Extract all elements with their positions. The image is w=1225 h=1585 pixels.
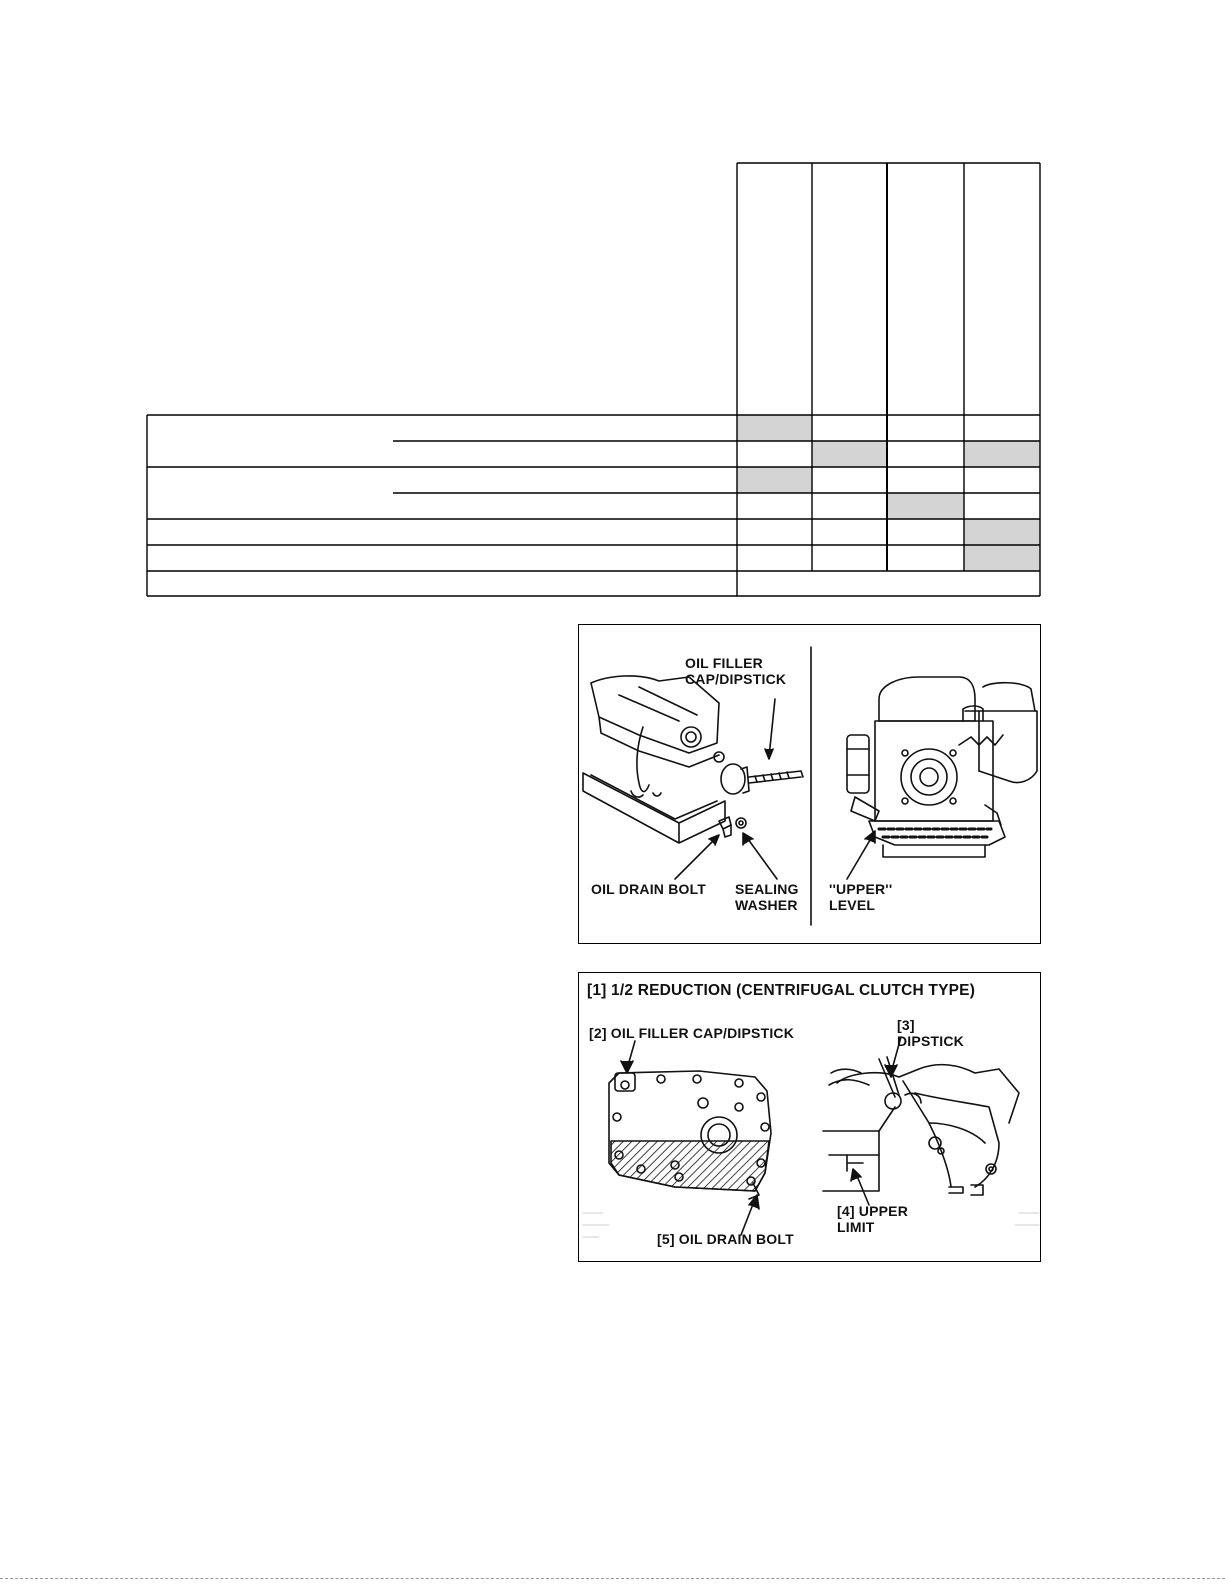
- callout-dipstick: [3] DIPSTICK: [897, 1017, 964, 1049]
- shaded-cell: [887, 493, 964, 519]
- callout-oil-filler-cap-2: [2] OIL FILLER CAP/DIPSTICK: [589, 1025, 795, 1041]
- engine-base: [883, 845, 985, 857]
- callout-oil-drain-bolt-2: [5] OIL DRAIN BOLT: [657, 1231, 794, 1247]
- oil-sump: [869, 821, 1005, 845]
- shaded-cell: [964, 519, 1040, 545]
- callout-upper-level: ''UPPER'' LEVEL: [829, 881, 893, 913]
- muffler: [847, 735, 869, 793]
- dipstick: [879, 1057, 899, 1097]
- oil-level-hatch: [611, 1141, 769, 1191]
- shaded-cell: [964, 441, 1040, 467]
- reduction-case-illustration: [579, 973, 1042, 1263]
- sealing-washer: [736, 818, 746, 828]
- dipstick-detail-box: [823, 1131, 879, 1191]
- shaded-cell: [812, 441, 887, 467]
- filler-hole: [681, 727, 701, 747]
- engine-block: [875, 721, 993, 821]
- callout-upper-limit: [4] UPPER LIMIT: [837, 1203, 909, 1235]
- engine-crankcase: [915, 1093, 999, 1187]
- figure-reduction-case: [578, 972, 1041, 1262]
- pto-flange: [901, 749, 957, 805]
- page-edge-dash: [0, 1578, 1225, 1579]
- figure-title-reduction: [1] 1/2 REDUCTION (CENTRIFUGAL CLUTCH TYPE): [587, 982, 976, 999]
- maintenance-schedule-table: [0, 0, 1225, 610]
- shaded-cell: [964, 545, 1040, 571]
- shaded-cell: [737, 415, 812, 441]
- fuel-tank: [879, 677, 975, 721]
- oil-change-illustration: [579, 625, 1042, 945]
- governor-spring: [959, 735, 1003, 745]
- callout-oil-filler-cap: OIL FILLER CAP/DIPSTICK: [685, 655, 787, 687]
- figure-oil-change: [578, 624, 1041, 944]
- callout-oil-drain-bolt: OIL DRAIN BOLT: [591, 881, 707, 897]
- drain-bolt: [719, 817, 731, 829]
- callout-sealing-washer: SEALING WASHER: [735, 881, 799, 913]
- shaded-cell: [737, 467, 812, 493]
- schedule-grid: [0, 0, 1225, 610]
